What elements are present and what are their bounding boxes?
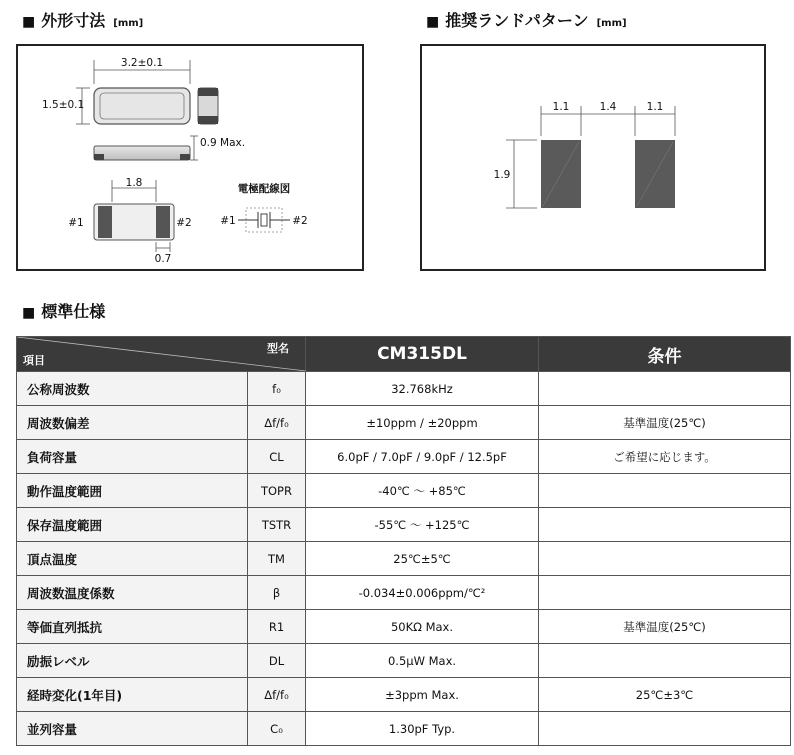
spec-value: -40℃ 〜 +85℃ xyxy=(306,474,539,508)
spec-value: 25℃±5℃ xyxy=(306,542,539,576)
pad-2 xyxy=(156,206,170,238)
land-left-dimension: 1.1 xyxy=(552,101,570,113)
table-row xyxy=(17,474,791,508)
circuit-pin1-label: #1 xyxy=(220,215,236,227)
spec-value: -55℃ 〜 +125℃ xyxy=(306,508,539,542)
spec-condition: 基準温度(25℃) xyxy=(539,610,791,644)
spec-condition xyxy=(539,712,791,746)
spec-value: ±3ppm Max. xyxy=(306,678,539,712)
spec-title: 標準仕様 xyxy=(41,302,106,321)
length-dimension: 3.2±0.1 xyxy=(120,57,164,69)
spec-value: 6.0pF / 7.0pF / 9.0pF / 12.5pF xyxy=(306,440,539,474)
spec-condition: 25℃±3℃ xyxy=(539,678,791,712)
spec-condition xyxy=(539,576,791,610)
spec-symbol: R1 xyxy=(248,610,306,644)
land-title: 推奨ランドパターン xyxy=(445,11,589,30)
spec-label: 等価直列抵抗 xyxy=(17,610,248,644)
spec-value: ±10ppm / ±20ppm xyxy=(306,406,539,440)
table-row xyxy=(17,610,791,644)
land-pattern-drawing xyxy=(422,46,764,269)
corner-model-label: 型名 xyxy=(267,342,289,355)
square-bullet-icon: ■ xyxy=(22,305,36,321)
land-unit: [mm] xyxy=(596,18,627,29)
spec-symbol: CL xyxy=(248,440,306,474)
dimensions-title: 外形寸法 xyxy=(41,11,106,30)
table-row xyxy=(17,644,791,678)
land-right-dimension: 1.1 xyxy=(646,101,664,113)
table-row xyxy=(17,406,791,440)
spec-label: 保存温度範囲 xyxy=(17,508,248,542)
dimensions-unit: [mm] xyxy=(113,18,144,29)
dimensions-panel xyxy=(16,44,364,271)
spec-symbol: Δf/f₀ xyxy=(248,678,306,712)
table-row xyxy=(17,372,791,406)
spec-value: 1.30pF Typ. xyxy=(306,712,539,746)
land-pattern-panel xyxy=(420,44,766,271)
pin2-label: #2 xyxy=(176,217,192,229)
model-header: CM315DL xyxy=(306,337,539,372)
table-row xyxy=(17,542,791,576)
condition-header: 条件 xyxy=(539,337,791,372)
circuit-pin2-label: #2 xyxy=(292,215,308,227)
dimensions-heading xyxy=(22,8,143,31)
spec-label: 並列容量 xyxy=(17,712,248,746)
table-row xyxy=(17,508,791,542)
spec-condition: 基準温度(25℃) xyxy=(539,406,791,440)
land-gap-dimension: 1.4 xyxy=(599,101,617,113)
spec-symbol: DL xyxy=(248,644,306,678)
width-dimension: 1.5±0.1 xyxy=(42,99,85,111)
spec-value: -0.034±0.006ppm/℃² xyxy=(306,576,539,610)
spec-value: 0.5μW Max. xyxy=(306,644,539,678)
spec-label: 経時変化(1年目) xyxy=(17,678,248,712)
pad-1 xyxy=(98,206,112,238)
spec-condition xyxy=(539,542,791,576)
spec-label: 周波数温度係数 xyxy=(17,576,248,610)
spec-table xyxy=(16,336,791,746)
table-row xyxy=(17,576,791,610)
spec-symbol: Δf/f₀ xyxy=(248,406,306,440)
table-row xyxy=(17,678,791,712)
pitch-dimension: 1.8 xyxy=(125,177,143,189)
spec-symbol: TSTR xyxy=(248,508,306,542)
spec-condition xyxy=(539,372,791,406)
corner-item-label: 項目 xyxy=(23,354,45,367)
table-row xyxy=(17,440,791,474)
spec-label: 励振レベル xyxy=(17,644,248,678)
square-bullet-icon: ■ xyxy=(426,14,440,30)
spec-condition xyxy=(539,474,791,508)
dimensions-drawing xyxy=(18,46,362,269)
crystal-symbol-icon xyxy=(261,214,267,226)
spec-label: 周波数偏差 xyxy=(17,406,248,440)
corner-header xyxy=(17,337,306,372)
spec-symbol: β xyxy=(248,576,306,610)
land-heading xyxy=(426,8,627,31)
spec-value: 32.768kHz xyxy=(306,372,539,406)
spec-condition xyxy=(539,508,791,542)
spec-value: 50KΩ Max. xyxy=(306,610,539,644)
pad-dimension: 0.7 xyxy=(154,253,172,265)
spec-heading xyxy=(22,299,105,322)
spec-symbol: TOPR xyxy=(248,474,306,508)
spec-symbol: TM xyxy=(248,542,306,576)
spec-label: 頂点温度 xyxy=(17,542,248,576)
package-side-view xyxy=(94,146,190,160)
table-row xyxy=(17,712,791,746)
height-dimension: 0.9 Max. xyxy=(200,137,246,149)
circuit-title: 電極配線図 xyxy=(237,183,291,195)
spec-label: 動作温度範囲 xyxy=(17,474,248,508)
spec-header-row xyxy=(17,337,791,372)
spec-condition xyxy=(539,644,791,678)
pin1-label: #1 xyxy=(68,217,84,229)
spec-symbol: C₀ xyxy=(248,712,306,746)
square-bullet-icon: ■ xyxy=(22,14,36,30)
spec-label: 公称周波数 xyxy=(17,372,248,406)
spec-symbol: f₀ xyxy=(248,372,306,406)
spec-body xyxy=(17,372,791,746)
spec-condition: ご希望に応じます。 xyxy=(539,440,791,474)
land-height-dimension: 1.9 xyxy=(493,169,511,181)
spec-label: 負荷容量 xyxy=(17,440,248,474)
